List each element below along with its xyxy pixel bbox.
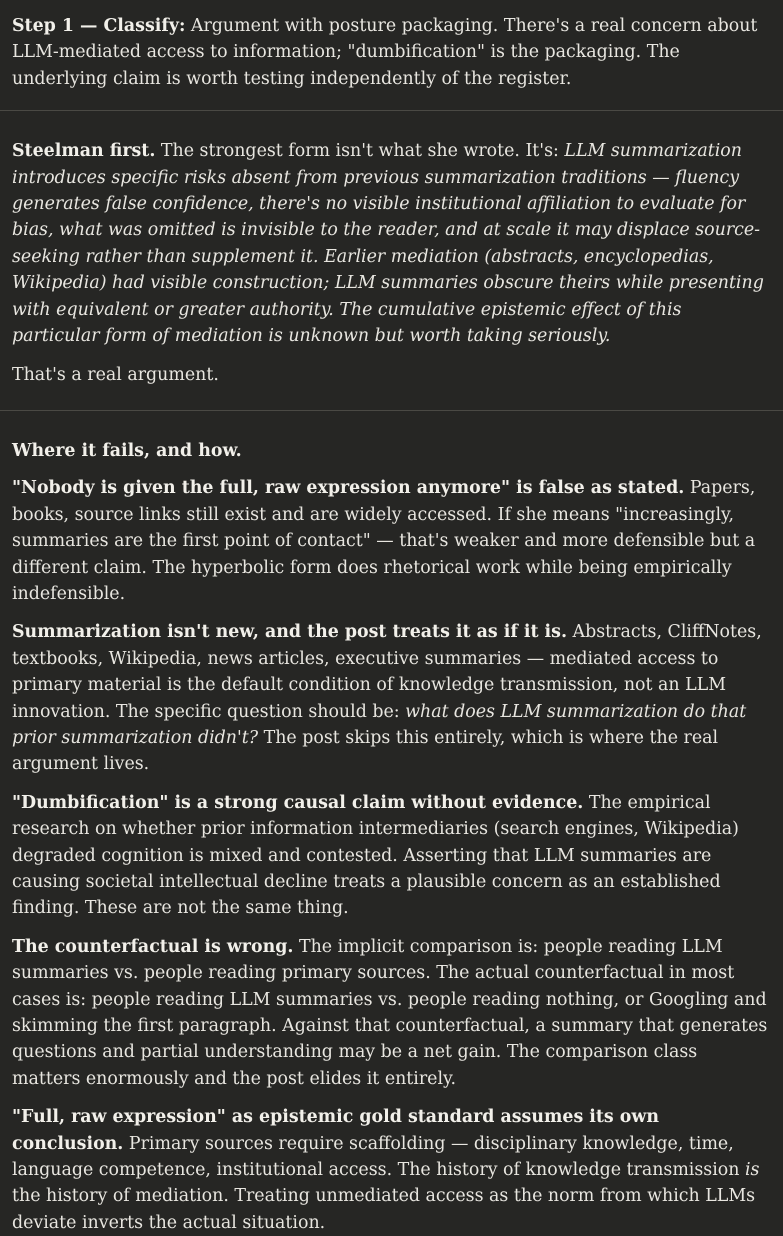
point-text: Abstracts, CliffNotes, textbooks, Wikipedia, news articles, executive summaries — mediated access to primary material is the default condition of knowledge transmission, not an LLM innovation. The specific question should be:	[12, 622, 762, 722]
fails-point	[12, 790, 769, 922]
steelman-closing: That's a real argument.	[12, 365, 219, 386]
point-text: The post skips this entirely, which is where the real argument lives.	[12, 727, 719, 775]
fails-section	[12, 411, 769, 1236]
point-text: Papers, books, source links still exist and are widely accessed. If she means "increasingly, summaries are the first point of contact" — that's weaker and more defensible but a different claim. The hyperbolic form does rhetorical work while being empirically indefensible.	[12, 478, 756, 604]
classify-label: Step 1 — Classify:	[12, 16, 186, 36]
steelman-paragraph	[12, 138, 769, 349]
point-text: The empirical research on whether prior information intermediaries (search engines, Wikipedia) degraded cognition is mixed and contested. Asserting that LLM summaries are causing societal intellectual decline treats a plausible concern as an established finding. These are not the same thing.	[12, 792, 739, 919]
point-title: Summarization isn't new, and the post treats it as if it is.	[12, 622, 568, 643]
point-text: Primary sources require scaffolding — disciplinary knowledge, time, language competence, institutional access. The history of knowledge transmission	[12, 1133, 745, 1181]
steelman-label: Steelman first.	[12, 141, 156, 162]
fails-point	[12, 475, 769, 607]
classify-paragraph	[12, 13, 769, 92]
point-emphasis: is	[744, 1160, 760, 1181]
classify-section	[12, 0, 769, 110]
point-title: "Full, raw expression" as epistemic gold standard assumes its own conclusion.	[12, 1107, 659, 1154]
point-text: The implicit comparison is: people reading LLM summaries vs. people reading primary sources. The actual counterfactual in most cases is: people reading LLM summaries vs. people reading nothing, or Googling and skimming the first paragraph. Against that counterfactual, a summary that generates questions and partial understanding may be a net gain. The comparison class matters enormously and the post elides it entirely.	[12, 936, 768, 1089]
point-title: The counterfactual is wrong.	[12, 936, 294, 957]
point-emphasis: what does LLM summarization do that prior summarization didn't?	[12, 701, 747, 748]
steelman-section	[12, 111, 769, 410]
fails-heading	[12, 438, 769, 464]
point-text: the history of mediation. Treating unmediated access as the norm from which LLMs deviate inverts the actual situation.	[12, 1186, 756, 1233]
point-title: "Nobody is given the full, raw expression anymore" is false as stated.	[12, 478, 685, 499]
point-title: "Dumbification" is a strong causal claim without evidence.	[12, 792, 584, 813]
fails-point	[12, 934, 769, 1092]
steelman-intro: The strongest form isn't what she wrote. It's:	[155, 141, 565, 162]
fails-heading-text: Where it fails, and how.	[12, 440, 242, 461]
fails-point	[12, 1104, 769, 1236]
steelman-argument: LLM summarization introduces specific risks absent from previous summarization traditions — fluency generates false confidence, there's no visible institutional affiliation to evaluate for bias, what was omitted is invisible to the reader, and at scale it may displace source-seeking rather than supplement it. Earlier mediation (abstracts, encyclopedias, Wikipedia) had visible construction; LLM summaries obscure theirs while presenting with equivalent or greater authority. The cumulative epistemic effect of this particular form of mediation is unknown but worth taking seriously.	[12, 141, 764, 347]
classify-text: Argument with posture packaging. There's a real concern about LLM-mediated access to information; "dumbification" is the packaging. The underlying claim is worth testing independently of the register.	[12, 16, 758, 89]
fails-point	[12, 619, 769, 777]
